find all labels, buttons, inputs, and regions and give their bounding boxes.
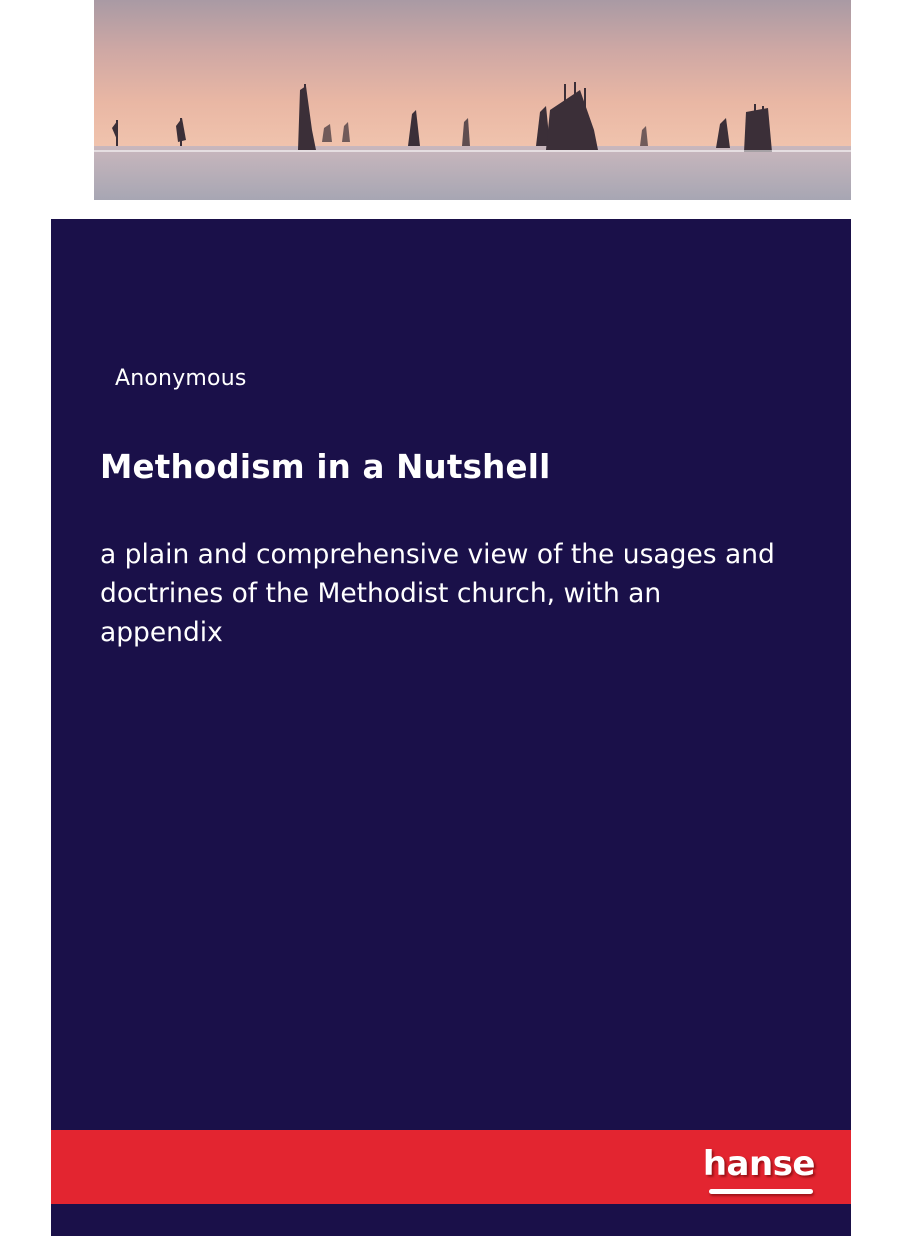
book-subtitle: a plain and comprehensive view of the usages and doctrines of the Methodist church, with an appendix (100, 539, 775, 648)
publisher-band (51, 1130, 851, 1204)
publisher-logo-swoosh-icon (709, 1189, 813, 1194)
book-cover (51, 219, 851, 1236)
book-title: Methodism in a Nutshell (100, 448, 551, 486)
author-name: Anonymous (115, 366, 247, 391)
tall-ships-photo-icon (94, 0, 851, 200)
cover-photo-tall-ships (94, 0, 851, 200)
publisher-logo: hanse (702, 1144, 815, 1184)
